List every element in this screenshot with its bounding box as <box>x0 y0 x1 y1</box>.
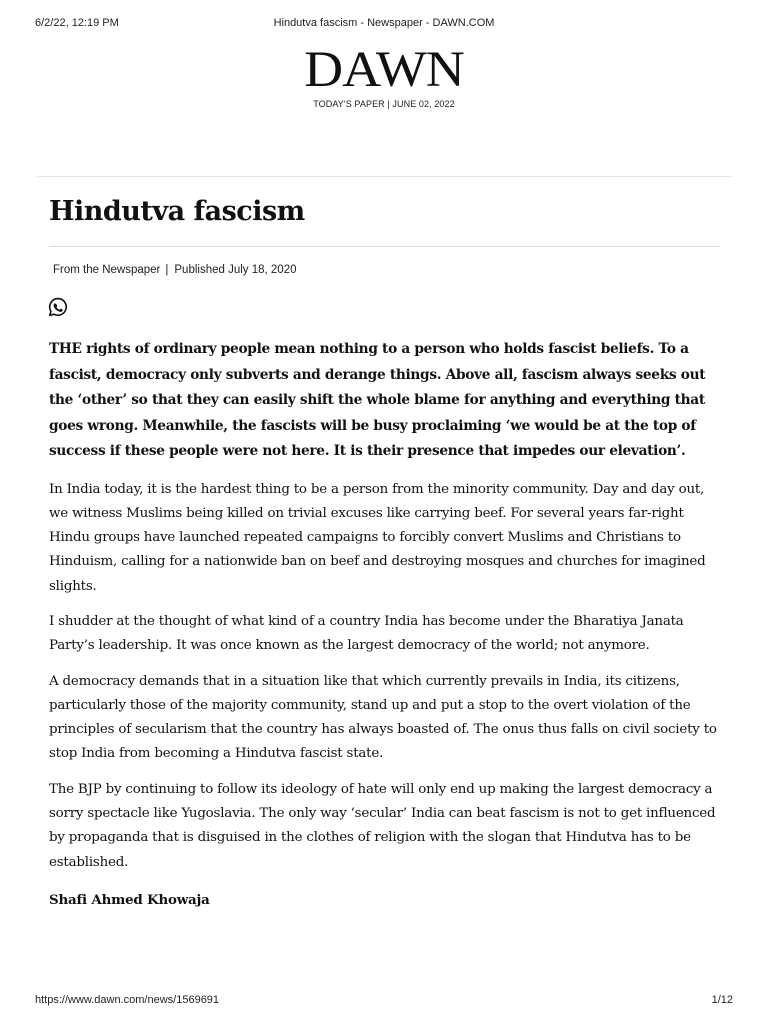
author-name: Shafi Ahmed Khowaja <box>49 891 210 908</box>
article-paragraph: I shudder at the thought of what kind of a country India has become under the Bharatiya Janata Party’s leadership. It was once known as the largest democracy of the world; not anymore. <box>49 613 684 654</box>
masthead <box>0 42 768 109</box>
masthead-divider <box>37 176 732 177</box>
article-lead-paragraph: THE rights of ordinary people mean nothing to a person who holds fascist beliefs. To a fascist, democracy only subverts and derange things. Above all, fascism always seeks out the ‘other’ so that they can easily shift the whole blame for anything and everything that goes wrong. Meanwhile, the fascists will be busy proclaiming ‘we would be at the top of success if these people were not here. It is their presence that impedes our elevation’. <box>49 341 706 459</box>
article-paragraph: A democracy demands that in a situation like that which currently prevails in India, its citizens, particularly those of the majority community, stand up and put a stop to the overt violation of the principles of secularism that the country has always boasted of. The onus thus falls on civil society to stop India from becoming a Hindutva fascist state. <box>49 673 717 762</box>
source-link[interactable]: From the Newspaper <box>53 264 161 276</box>
whatsapp-share-button[interactable] <box>48 297 68 317</box>
article-headline: Hindutva fascism <box>49 196 305 227</box>
whatsapp-icon <box>48 297 68 317</box>
dawn-logo[interactable]: DAWN <box>304 40 464 98</box>
article-paragraph: The BJP by continuing to follow its ideology of hate will only end up making the largest democracy a sorry spectacle like Yugoslavia. The only way ‘secular’ India can beat fascism is not to get influenced by propaganda that is disguised in the clothes of religion with the slogan that Hindutva has to be established. <box>49 781 716 870</box>
published-date: Published July 18, 2020 <box>174 264 297 276</box>
print-page-title: Hindutva fascism - Newspaper - DAWN.COM <box>273 17 495 29</box>
todays-paper-line[interactable]: TODAY'S PAPER | JUNE 02, 2022 <box>313 99 455 109</box>
print-datetime: 6/2/22, 12:19 PM <box>35 17 119 29</box>
article-url[interactable]: https://www.dawn.com/news/1569691 <box>35 994 220 1006</box>
article-body <box>49 337 721 923</box>
headline-divider <box>49 246 720 247</box>
article-paragraph: In India today, it is the hardest thing to be a person from the minority community. Day and day out, we witness Muslims being killed on trivial excuses like carrying beef. For several years far-right Hindu groups have launched repeated campaigns to forcibly convert Muslims and Christians to Hinduism, calling for a nationwide ban on beef and destroying mosques and churches for imagined slights. <box>49 481 706 594</box>
article-byline <box>53 264 297 276</box>
byline-separator: | <box>165 264 169 276</box>
page-count: 1/12 <box>711 994 733 1006</box>
